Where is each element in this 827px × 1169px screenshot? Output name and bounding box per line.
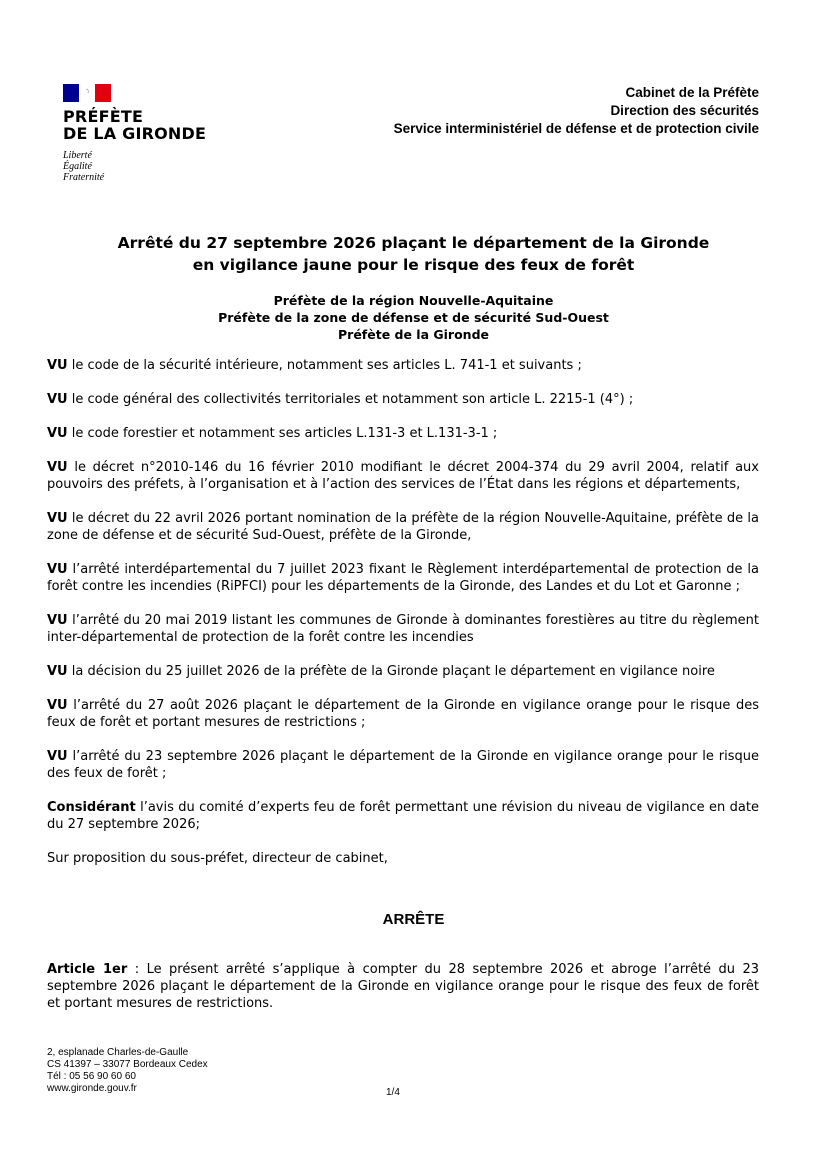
visa-paragraph [47,357,759,374]
motto-fraternite: Fraternité [63,172,105,183]
proposal-paragraph: Sur proposition du sous-préfet, directeur de cabinet, [47,851,388,866]
visa-paragraph [47,425,759,442]
visa-lead: VU [47,392,68,407]
article-1-text: : Le présent arrêté s’applique à compter du 28 septembre 2026 et abroge l’arrêté du 23 septembre 2026 plaçant le département de la Gironde en vigilance orange pour le risque des feux de forêt et portant mesures de restrictions. [47,962,760,1011]
article-1 [47,961,759,1012]
document-body [47,357,759,867]
document-title [47,232,780,276]
visa-paragraph [47,748,759,782]
visa-lead: VU [47,698,68,713]
visa-paragraph [47,663,759,680]
visa-text: l’arrêté du 20 mai 2019 listant les communes de Gironde à dominantes forestières au titre du règlement inter-départemental de protection de la forêt contre les incendies [47,613,759,645]
visa-paragraph [47,612,759,646]
header-line-cabinet: Cabinet de la Préfète [625,85,759,100]
republic-flag-icon [63,84,111,102]
title-line1: Arrêté du 27 septembre 2026 plaçant le département de la Gironde [117,234,710,252]
authority-line3: Préfète de la Gironde [338,327,489,342]
authority-line1: Préfète de la région Nouvelle-Aquitaine [273,293,554,308]
logo-title [63,108,223,142]
visa-text: le code général des collectivités territoriales et notamment son article L. 2215-1 (4°) ; [67,392,634,407]
footer-website: www.gironde.gouv.fr [47,1083,137,1094]
considerant-paragraph [47,799,759,833]
visa-lead: VU [47,426,68,441]
motto-liberte: Liberté [63,150,92,161]
visa-lead: VU [47,664,68,679]
visa-lead: VU [47,358,68,373]
visa-text: la décision du 25 juillet 2026 de la préfète de la Gironde plaçant le département en vigilance noire [67,664,715,679]
visa-paragraph [47,697,759,731]
visa-paragraph [47,561,759,595]
header-line-service: Service interministériel de défense et de protection civile [393,121,759,136]
header-line-direction: Direction des sécurités [610,103,759,118]
footer-postal: CS 41397 – 33077 Bordeaux Cedex [47,1059,208,1070]
visa-lead: VU [47,613,68,628]
page-number: 1/4 [386,1087,400,1098]
footer-street: 2, esplanade Charles-de-Gaulle [47,1047,189,1058]
logo-name-line2: DE LA GIRONDE [63,124,207,143]
prefecture-logo [63,84,223,183]
visa-paragraph [47,510,759,544]
visa-lead: VU [47,511,68,526]
marianne-icon [77,84,97,102]
visa-text: l’arrêté du 27 août 2026 plaçant le département de la Gironde en vigilance orange pour le risque des feux de forêt et portant mesures de restrictions ; [47,698,759,730]
issuing-service [394,84,759,138]
visa-paragraph [47,391,759,408]
articles [47,961,759,1012]
logo-name-line1: PRÉFÈTE [63,107,144,126]
visa-lead: VU [47,562,68,577]
visa-text: le décret n°2010-146 du 16 février 2010 modifiant le décret 2004-374 du 29 avril 2004, relatif aux pouvoirs des préfets, à l’organisation et à l’action des services de l’État dans les régions et départements, [47,460,759,492]
arrete-heading: ARRÊTE [382,911,445,928]
visa-text: l’arrêté interdépartemental du 7 juillet 2023 fixant le Règlement interdépartemental de protection de la forêt contre les incendies (RiPFCI) pour les départements de la Gironde, des Landes et du Lot et Garonne ; [47,562,759,594]
visa-paragraph [47,459,759,493]
footer-address [47,1047,208,1095]
motto-egalite: Égalité [63,161,92,172]
visa-text: le code de la sécurité intérieure, notamment ses articles L. 741-1 et suivants ; [67,358,582,373]
authority-line2: Préfète de la zone de défense et de sécurité Sud-Ouest [218,310,609,325]
republic-motto [63,150,223,183]
visa-lead: VU [47,460,68,475]
visa-text: le code forestier et notamment ses articles L.131-3 et L.131-3-1 ; [67,426,498,441]
visa-text: l’arrêté du 23 septembre 2026 plaçant le département de la Gironde en vigilance orange pour le risque des feux de forêt ; [47,749,759,781]
signing-authority [47,292,780,343]
visa-lead: VU [47,749,68,764]
visa-text: le décret du 22 avril 2026 portant nomination de la préfète de la région Nouvelle-Aquitaine, préfète de la zone de défense et de sécurité Sud-Ouest, préfète de la Gironde, [47,511,759,543]
considerant-lead: Considérant [47,800,136,815]
article-1-lead: Article 1er [47,962,128,977]
footer-phone: Tél : 05 56 90 60 60 [47,1071,136,1082]
title-line2: en vigilance jaune pour le risque des feux de forêt [192,256,635,274]
considerant-text: l’avis du comité d’experts feu de forêt permettant une révision du niveau de vigilance en date du 27 septembre 2026; [47,800,759,832]
